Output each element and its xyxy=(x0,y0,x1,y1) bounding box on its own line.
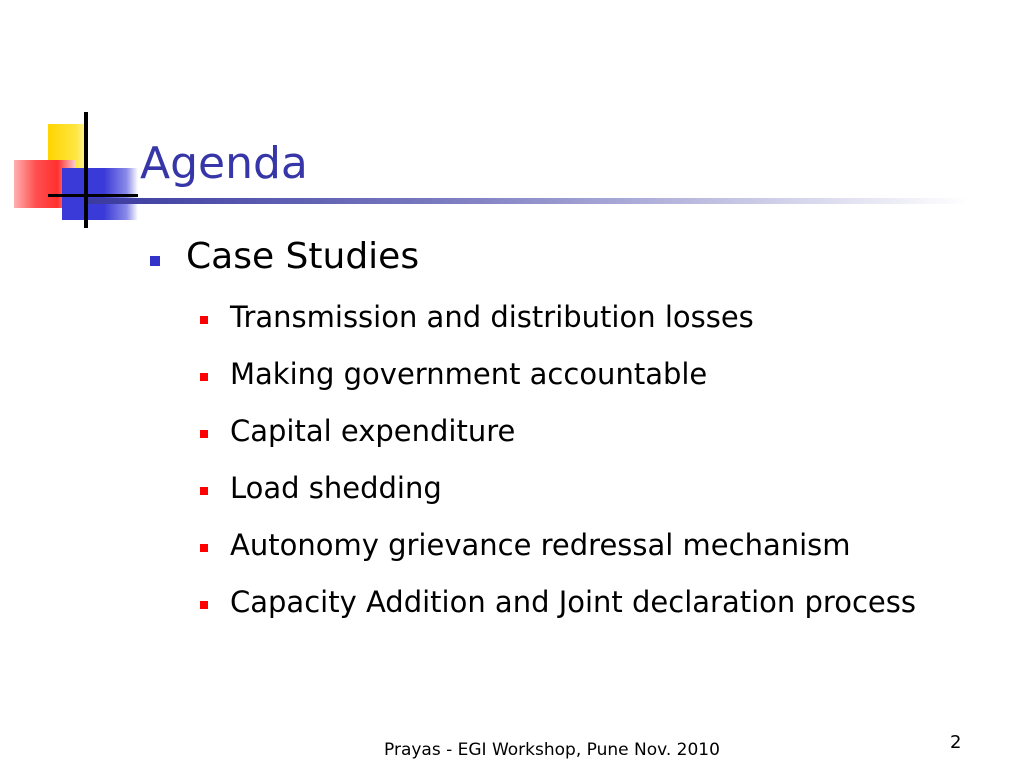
sub-bullet-list xyxy=(198,294,998,636)
square-bullet-icon xyxy=(200,544,208,552)
list-item xyxy=(198,294,998,340)
title-underline xyxy=(88,198,968,204)
list-item-text: Capacity Addition and Joint declaration process xyxy=(230,585,916,619)
list-item xyxy=(198,408,998,454)
list-item xyxy=(198,579,998,625)
square-bullet-icon xyxy=(200,430,208,438)
square-bullet-icon xyxy=(200,316,208,324)
list-item-text: Transmission and distribution losses xyxy=(230,300,754,334)
list-item-text: Making government accountable xyxy=(230,357,708,391)
slide-footer: Prayas - EGI Workshop, Pune Nov. 2010 xyxy=(384,740,720,760)
list-item xyxy=(198,351,998,397)
slide-title: Agenda xyxy=(140,138,308,189)
vertical-line xyxy=(84,112,88,228)
list-item xyxy=(198,522,998,568)
list-item-text: Load shedding xyxy=(230,471,442,505)
bullet-text: Case Studies xyxy=(186,236,420,277)
decorative-logo xyxy=(0,0,160,240)
list-item-text: Capital expenditure xyxy=(230,414,516,448)
list-item-text: Autonomy grievance redressal mechanism xyxy=(230,528,851,562)
square-bullet-icon xyxy=(200,373,208,381)
square-bullet-icon xyxy=(150,256,160,266)
horizontal-line xyxy=(48,194,138,197)
list-item xyxy=(198,465,998,511)
square-bullet-icon xyxy=(200,601,208,609)
slide-number: 2 xyxy=(950,732,962,753)
square-bullet-icon xyxy=(200,487,208,495)
